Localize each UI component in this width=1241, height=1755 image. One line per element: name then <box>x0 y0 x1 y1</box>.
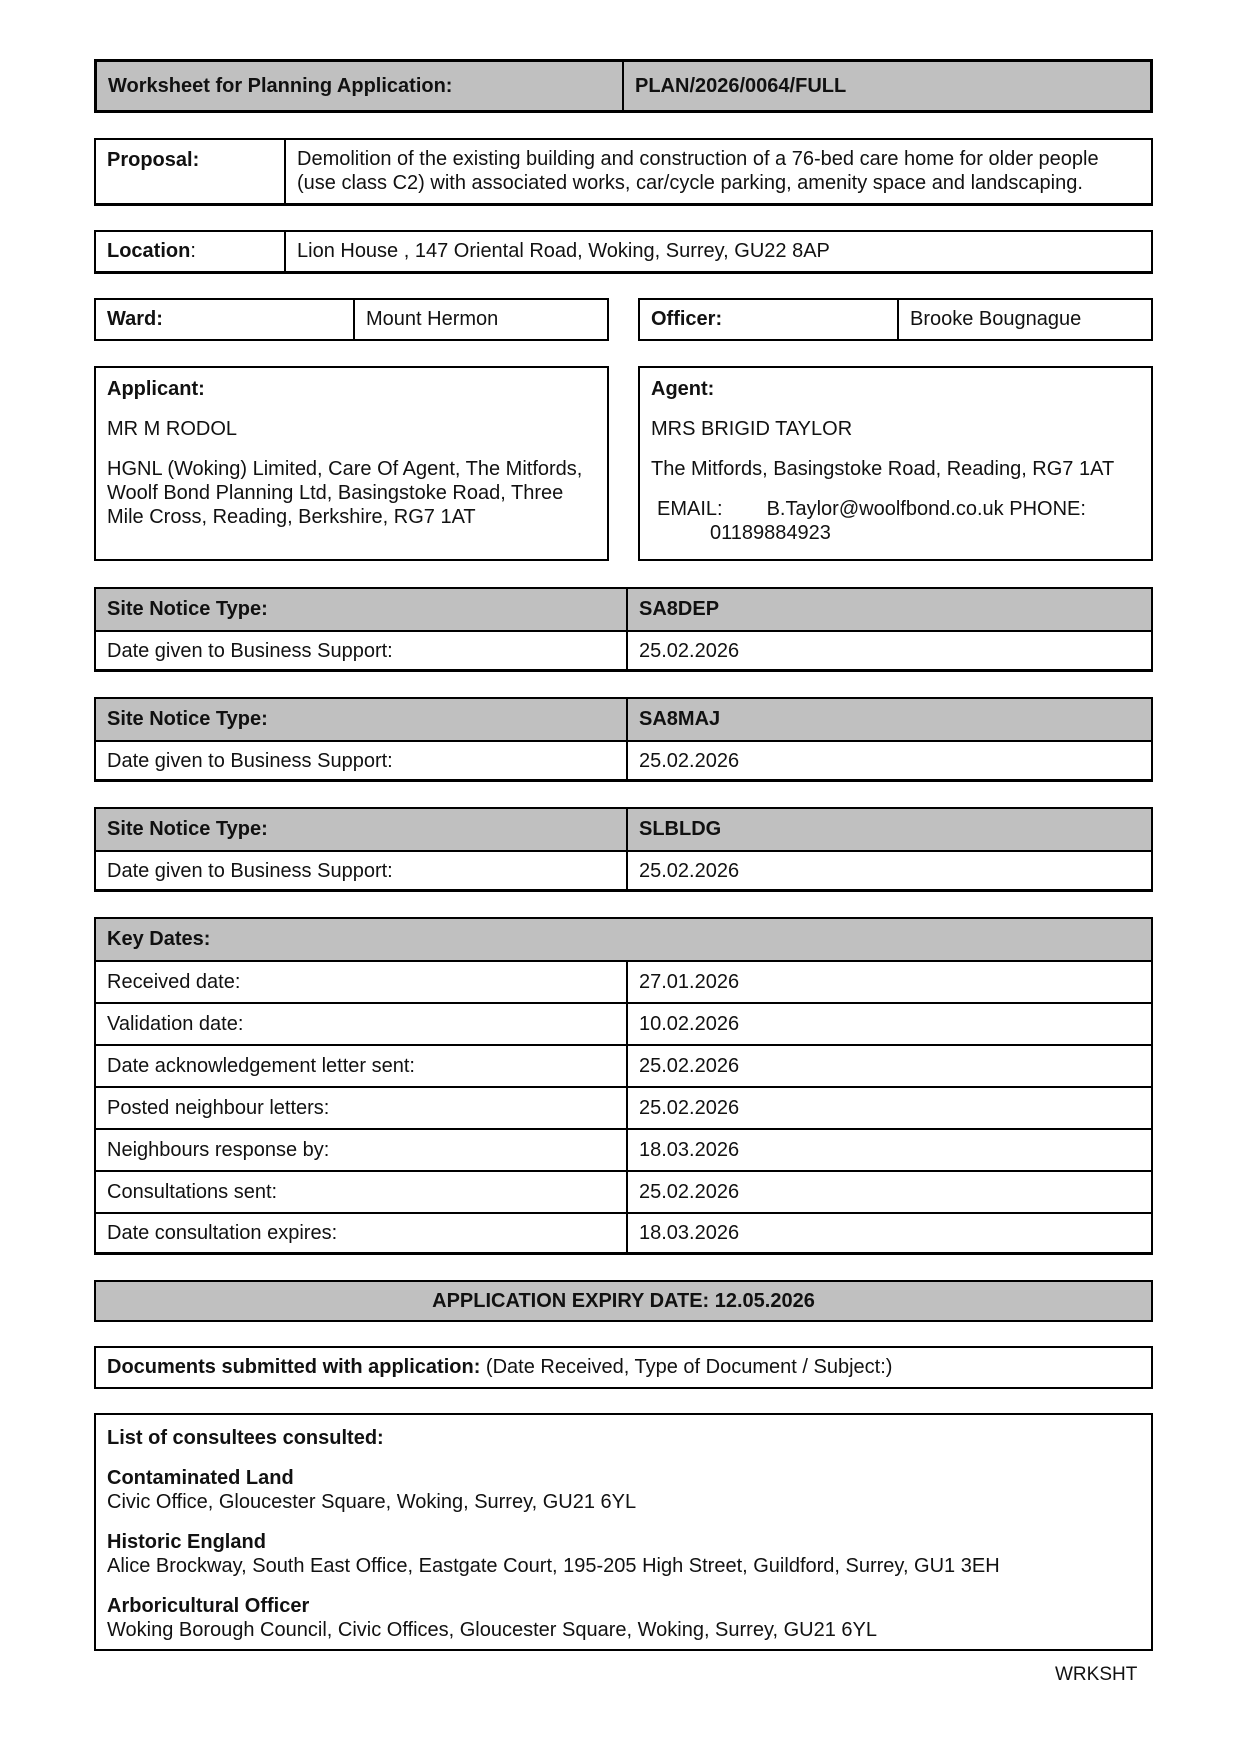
applicant-label: Applicant: <box>107 378 205 400</box>
agent-contact <box>651 497 1140 545</box>
site-notice-type-label: Site Notice Type: <box>107 708 268 730</box>
key-dates-title: Key Dates: <box>107 928 211 950</box>
consultee-address: Civic Office, Gloucester Square, Woking, Surrey, GU21 6YL <box>107 1491 637 1513</box>
site-notice-date-value: 25.02.2026 <box>626 742 1151 780</box>
key-date-row <box>96 1002 1151 1044</box>
agent-address: The Mitfords, Basingstoke Road, Reading, RG7 1AT <box>651 458 1115 480</box>
key-date-label: Date acknowledgement letter sent: <box>107 1054 415 1077</box>
site-notice-date-row <box>96 740 1151 780</box>
consultee-item <box>107 1466 1140 1514</box>
site-notice-date-row <box>96 850 1151 890</box>
officer-label: Officer: <box>651 308 723 330</box>
key-dates-header <box>96 919 1151 960</box>
agent-phone: 01189884923 <box>710 522 831 544</box>
site-notice-type-value: SLBLDG <box>626 809 1151 850</box>
key-date-row <box>96 1086 1151 1128</box>
key-date-value: 10.02.2026 <box>626 1004 1151 1044</box>
key-date-row <box>96 960 1151 1002</box>
applicant-address: HGNL (Woking) Limited, Care Of Agent, The Mitfords, Woolf Bond Planning Ltd, Basingstoke Road, Three Mile Cross, Reading, Berkshire, RG7 1AT <box>107 458 583 528</box>
ward-box <box>94 298 609 341</box>
consultee-item <box>107 1530 1140 1578</box>
site-notice-table <box>94 697 1153 782</box>
key-date-label: Consultations sent: <box>107 1180 278 1203</box>
application-reference: PLAN/2026/0064/FULL <box>622 62 1150 110</box>
documents-note: (Date Received, Type of Document / Subject:) <box>485 1356 893 1378</box>
site-notice-type-label: Site Notice Type: <box>107 598 268 620</box>
site-notice-type-label: Site Notice Type: <box>107 818 268 840</box>
site-notice-date-value: 25.02.2026 <box>626 852 1151 890</box>
consultee-name: Historic England <box>107 1531 266 1553</box>
site-notice-date-value: 25.02.2026 <box>626 632 1151 670</box>
documents-cell <box>96 1348 903 1387</box>
key-date-value: 18.03.2026 <box>626 1130 1151 1170</box>
key-date-value: 27.01.2026 <box>626 962 1151 1002</box>
location-label-cell <box>96 232 284 271</box>
proposal-text-cell <box>284 140 1151 203</box>
site-notice-date-label: Date given to Business Support: <box>107 859 393 882</box>
consultees-box <box>94 1413 1153 1651</box>
officer-value: Brooke Bougnague <box>897 300 1151 339</box>
key-date-label: Validation date: <box>107 1012 244 1035</box>
site-notice-type-row <box>96 809 1151 850</box>
key-date-row <box>96 1212 1151 1252</box>
expiry-date: APPLICATION EXPIRY DATE: 12.05.2026 <box>432 1289 815 1312</box>
location-label: Location <box>107 240 191 262</box>
key-date-value: 25.02.2026 <box>626 1088 1151 1128</box>
consultee-address: Alice Brockway, South East Office, Eastgate Court, 195-205 High Street, Guildford, Surrey, GU1 3EH <box>107 1555 1000 1577</box>
proposal-box <box>94 138 1153 206</box>
consultee-name: Arboricultural Officer <box>107 1595 310 1617</box>
worksheet-header <box>94 59 1153 113</box>
documents-label: Documents submitted with application: <box>107 1356 481 1378</box>
documents-box <box>94 1346 1153 1389</box>
site-notice-date-row <box>96 630 1151 670</box>
agent-email[interactable]: B.Taylor@woolfbond.co.uk <box>766 498 1004 520</box>
key-date-value: 18.03.2026 <box>626 1214 1151 1252</box>
applicant-name: MR M RODOL <box>107 418 237 440</box>
consultee-item <box>107 1594 1140 1642</box>
key-date-label: Posted neighbour letters: <box>107 1096 330 1119</box>
agent-label: Agent: <box>651 378 715 400</box>
applicant-box <box>94 366 609 561</box>
site-notice-type-value: SA8MAJ <box>626 699 1151 740</box>
agent-email-label: EMAIL: <box>657 498 723 520</box>
ward-value: Mount Hermon <box>353 300 607 339</box>
proposal-label: Proposal: <box>107 149 200 171</box>
key-date-row <box>96 1044 1151 1086</box>
key-dates-table <box>94 917 1153 1255</box>
worksheet-label: Worksheet for Planning Application: <box>108 74 453 97</box>
location-colon: : <box>190 240 196 262</box>
site-notice-type-row <box>96 589 1151 630</box>
key-date-row <box>96 1128 1151 1170</box>
key-date-row <box>96 1170 1151 1212</box>
site-notice-date-label: Date given to Business Support: <box>107 639 393 662</box>
agent-box <box>638 366 1153 561</box>
key-date-label: Neighbours response by: <box>107 1138 330 1161</box>
location-text: Lion House , 147 Oriental Road, Woking, Surrey, GU22 8AP <box>284 232 1151 271</box>
key-date-label: Received date: <box>107 970 241 993</box>
proposal-text: Demolition of the existing building and construction of a 76-bed care home for older people (use class C2) with associated works, car/cycle parking, amenity space and landscaping. <box>297 148 1099 194</box>
expiry-banner <box>94 1280 1153 1322</box>
site-notice-type-value: SA8DEP <box>626 589 1151 630</box>
consultee-name: Contaminated Land <box>107 1467 294 1489</box>
site-notice-table <box>94 587 1153 672</box>
key-date-value: 25.02.2026 <box>626 1046 1151 1086</box>
site-notice-date-label: Date given to Business Support: <box>107 749 393 772</box>
agent-name: MRS BRIGID TAYLOR <box>651 418 853 440</box>
footer-code: WRKSHT <box>1055 1664 1138 1685</box>
consultee-address: Woking Borough Council, Civic Offices, Gloucester Square, Woking, Surrey, GU21 6YL <box>107 1619 877 1641</box>
consultees-title: List of consultees consulted: <box>107 1427 384 1449</box>
key-date-value: 25.02.2026 <box>626 1172 1151 1212</box>
site-notice-type-row <box>96 699 1151 740</box>
officer-box <box>638 298 1153 341</box>
site-notice-table <box>94 807 1153 892</box>
key-date-label: Date consultation expires: <box>107 1221 338 1244</box>
location-box <box>94 230 1153 274</box>
agent-phone-label: PHONE: <box>1009 498 1086 520</box>
ward-label: Ward: <box>107 308 163 330</box>
